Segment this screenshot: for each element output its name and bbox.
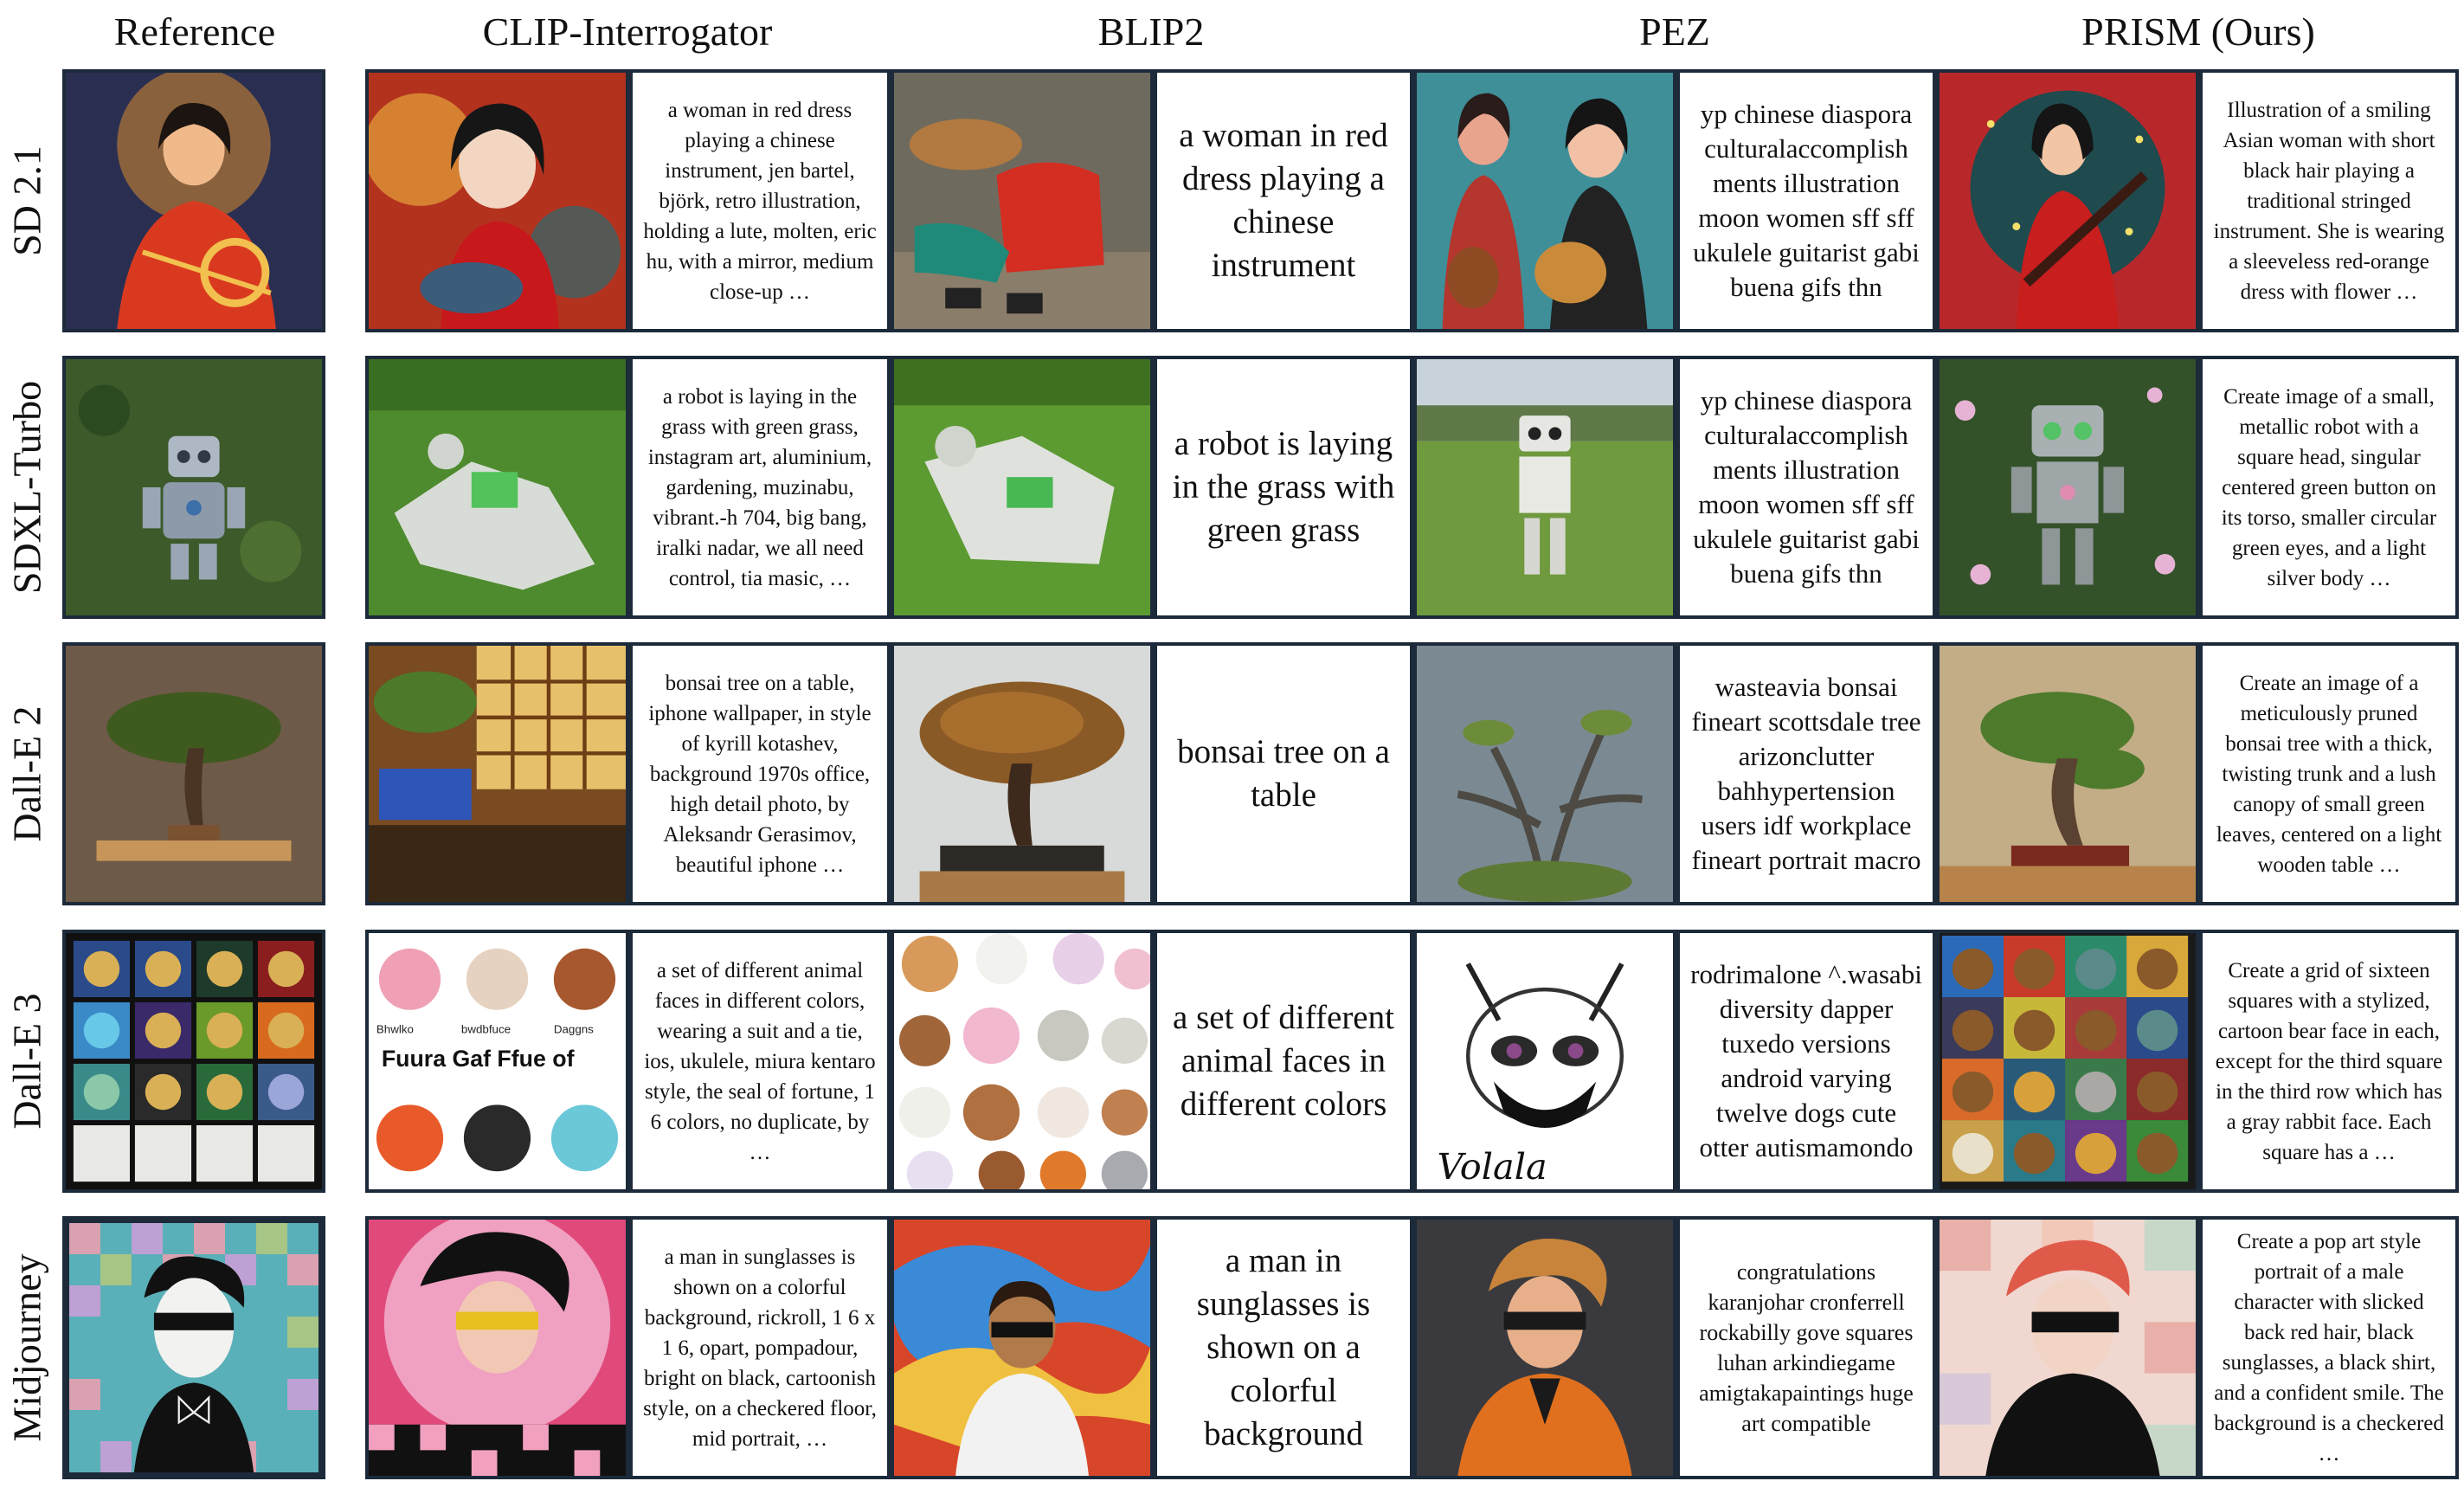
- prism-image-robot-flowers: [1936, 356, 2199, 619]
- row-label-sdxl-turbo: SDXL-Turbo: [4, 380, 49, 595]
- prism-caption: Illustration of a smiling Asian woman with short black hair playing a traditional stringed instrument. She is wearing a sleeveless red-orange dress with flower …: [2199, 69, 2459, 332]
- clip-caption: a woman in red dress playing a chinese instrument, jen bartel, björk, retro illustration, holding a lute, molten, eric hu, with a mirror, medium close-up …: [629, 69, 891, 332]
- clip-image-small-text-1: Bhwlko: [376, 1022, 414, 1036]
- prism-image-woman-red-dress: [1936, 69, 2199, 332]
- row-label-midjourney: Midjourney: [4, 1253, 49, 1442]
- blip2-image-man-sunglasses: [891, 1216, 1154, 1479]
- prism-image-bonsai: [1936, 642, 2199, 905]
- prism-image-pop-art-man: [1936, 1216, 2199, 1479]
- blip2-image-robot-grass: [891, 356, 1154, 619]
- header-blip2: BLIP2: [1097, 10, 1205, 54]
- blip2-image-bonsai: [891, 642, 1154, 905]
- blip2-caption: a set of different animal faces in different colors: [1154, 930, 1413, 1193]
- reference-image-bear-grid: [62, 930, 325, 1193]
- row-label-dalle3: Dall-E 3: [4, 993, 49, 1130]
- pez-image-bonsai-macro: [1413, 642, 1676, 905]
- header-pez: PEZ: [1639, 10, 1710, 54]
- blip2-image-woman-instrument: [891, 69, 1154, 332]
- pez-caption: congratulations karanjohar cronferrell rockabilly gove squares luhan arkindiegame amigtakapaintings huge art compatible: [1676, 1216, 1936, 1479]
- clip-image-small-text-2: bwdbfuce: [460, 1022, 511, 1036]
- reference-image-woman-red-dress: [62, 69, 325, 332]
- pez-caption: yp chinese diaspora culturalaccomplish ments illustration moon women sff sff ukulele guitarist gabi buena gifs thn: [1676, 69, 1936, 332]
- blip2-image-animal-faces: [891, 930, 1154, 1193]
- clip-image-garbled-text: Fuura Gaf Ffue of: [381, 1045, 575, 1072]
- clip-image-small-text-3: Daggns: [553, 1022, 594, 1036]
- clip-caption: a man in sunglasses is shown on a colorful background, rickroll, 1 6 x 1 6, opart, pompadour, bright on black, cartoonish style, on a checkered floor, mid portrait, …: [629, 1216, 891, 1479]
- row-label-dalle2: Dall-E 2: [4, 705, 49, 842]
- prism-caption: Create an image of a meticulously pruned bonsai tree with a thick, twisting trunk and a lush canopy of small green leaves, centered on a light wooden table …: [2199, 642, 2459, 905]
- pez-caption: yp chinese diaspora culturalaccomplish ments illustration moon women sff sff ukulele guitarist gabi buena gifs thn: [1676, 356, 1936, 619]
- blip2-caption: a woman in red dress playing a chinese instrument: [1154, 69, 1413, 332]
- prism-caption: Create a grid of sixteen squares with a stylized, cartoon bear face in each, except for the third square in the third row which has a gray rabbit face. Each square has a …: [2199, 930, 2459, 1193]
- clip-image-bonsai-window: [365, 642, 629, 905]
- blip2-caption: a man in sunglasses is shown on a colorful background: [1154, 1216, 1413, 1479]
- prism-caption: Create image of a small, metallic robot with a square head, singular centered green button on its torso, smaller circular green eyes, and a light silver body …: [2199, 356, 2459, 619]
- pez-caption: rodrimalone ^.wasabi diversity dapper tuxedo versions android varying twelve dogs cute otter autismamondo: [1676, 930, 1936, 1193]
- pez-image-raccoon-sketch: [1413, 930, 1676, 1193]
- pez-image-rockabilly-man: [1413, 1216, 1676, 1479]
- clip-image-pop-art-man: [365, 1216, 629, 1479]
- clip-image-woman-instrument: [365, 69, 629, 332]
- pez-image-text: Volala: [1437, 1146, 1547, 1188]
- header-prism: PRISM (Ours): [2081, 10, 2315, 54]
- pez-image-robot-field: [1413, 356, 1676, 619]
- pez-image-two-women-guitars: [1413, 69, 1676, 332]
- blip2-caption: a robot is laying in the grass with green grass: [1154, 356, 1413, 619]
- reference-image-bonsai: [62, 642, 325, 905]
- header-reference: Reference: [113, 10, 276, 54]
- blip2-caption: bonsai tree on a table: [1154, 642, 1413, 905]
- reference-image-pop-art-man: [62, 1216, 325, 1479]
- clip-caption: a set of different animal faces in different colors, wearing a suit and a tie, ios, ukulele, miura kentaro style, the seal of fortune, 1 6 colors, no duplicate, by …: [629, 930, 891, 1193]
- clip-caption: bonsai tree on a table, iphone wallpaper, in style of kyrill kotashev, background 1970s office, high detail photo, by Aleksandr Gerasimov, beautiful iphone …: [629, 642, 891, 905]
- prism-image-bear-grid: [1936, 930, 2199, 1193]
- prism-caption: Create a pop art style portrait of a male character with slicked back red hair, black sunglasses, a black shirt, and a confident smile. The background is a checkered …: [2199, 1216, 2459, 1479]
- clip-image-robot-grass: [365, 356, 629, 619]
- clip-caption: a robot is laying in the grass with green grass, instagram art, aluminium, gardening, muzinabu, vibrant.-h 704, big bang, iralki nadar, we all need control, tia masic, …: [629, 356, 891, 619]
- reference-image-robot-grass: [62, 356, 325, 619]
- row-label-sd21: SD 2.1: [4, 145, 49, 256]
- clip-image-animal-faces: [365, 930, 629, 1193]
- pez-caption: wasteavia bonsai fineart scottsdale tree arizonclutter bahhypertension users idf workplace fineart portrait macro: [1676, 642, 1936, 905]
- header-clip-interrogator: CLIP-Interrogator: [482, 10, 773, 54]
